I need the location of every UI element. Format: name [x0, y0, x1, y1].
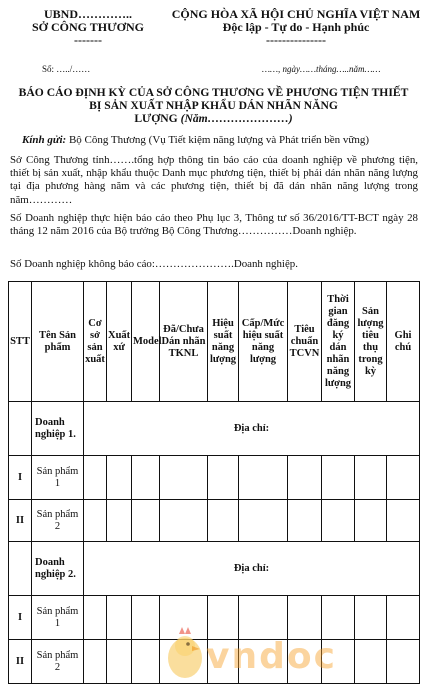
title-line-3-wrap: [10, 112, 417, 125]
cell: [239, 500, 288, 542]
cell: [387, 596, 420, 640]
cell: [322, 500, 355, 542]
cell: [322, 596, 355, 640]
agency-divider: -------: [74, 33, 102, 47]
row-product: Sản phẩm 1: [32, 596, 84, 640]
cell: [208, 456, 239, 500]
cell: [84, 456, 107, 500]
rooster-mascot-icon: [162, 624, 208, 684]
table-row: [9, 500, 420, 542]
national-title: CỘNG HÒA XÃ HỘI CHỦ NGHĨA VIỆT NAM: [171, 7, 421, 21]
national-divider: ---------------: [266, 33, 326, 47]
row-stt: II: [9, 500, 32, 542]
paragraph-nonreporting-count: Số Doanh nghiệp không báo cáo:………………….Doanh nghiệp.: [10, 258, 298, 270]
group-row: [9, 542, 420, 596]
cell: [132, 500, 160, 542]
group-address: Địa chỉ:: [84, 542, 420, 596]
national-motto: Độc lập - Tự do - Hạnh phúc: [222, 20, 370, 34]
group-empty-cell: [9, 542, 32, 596]
header-efficiency: Hiệu suất năng lượng: [208, 282, 239, 402]
cell: [132, 596, 160, 640]
title-line-1: BÁO CÁO ĐỊNH KỲ CỦA SỞ CÔNG THƯƠNG VỀ PHƯƠNG TIỆN THIẾT: [18, 86, 409, 99]
header-notes: Ghi chú: [387, 282, 420, 402]
group-address: Địa chỉ:: [84, 402, 420, 456]
header-origin: Xuất xứ: [107, 282, 132, 402]
cell: [208, 596, 239, 640]
vndoc-watermark-logo: vndoc: [206, 636, 337, 677]
cell: [160, 456, 208, 500]
cell: [84, 596, 107, 640]
cell: [132, 456, 160, 500]
group-row: [9, 402, 420, 456]
header-standard: Tiêu chuẩn TCVN: [288, 282, 322, 402]
row-stt: II: [9, 640, 32, 684]
cell: [288, 456, 322, 500]
row-product: Sản phẩm 1: [32, 456, 84, 500]
table-header-row: [9, 282, 420, 402]
title-line-2: BỊ SẢN XUẤT NHẬP KHẨU DÁN NHÃN NĂNG: [89, 99, 338, 112]
cell: [288, 500, 322, 542]
cell: [107, 640, 132, 684]
report-table: [8, 281, 420, 684]
cell: [107, 456, 132, 500]
cell: [239, 456, 288, 500]
group-empty-cell: [9, 402, 32, 456]
recipient-line: [10, 134, 427, 146]
cell: [387, 456, 420, 500]
agency-header: [8, 8, 168, 47]
cell: [387, 500, 420, 542]
cell: [132, 640, 160, 684]
cell: [84, 640, 107, 684]
table-row: [9, 456, 420, 500]
group-name: Doanh nghiệp 2.: [32, 542, 84, 596]
agency-ubnd: UBND…………..: [43, 7, 132, 21]
header-facility: Cơ sở sản xuất: [84, 282, 107, 402]
paragraph-reporting-count: Số Doanh nghiệp thực hiện báo cáo theo Phụ lục 3, Thông tư số 36/2016/TT-BCT ngày 28 tháng 12 năm 2016 của Bộ trưởng Bộ Công Thương……………Doanh nghiệp.: [10, 212, 418, 238]
cell: [355, 596, 387, 640]
row-product: Sản phẩm 2: [32, 500, 84, 542]
header-efficiency-level: Cấp/Mức hiệu suất năng lượng: [239, 282, 288, 402]
cell: [355, 640, 387, 684]
cell: [322, 456, 355, 500]
cell: [355, 456, 387, 500]
header-sales-volume: Sản lượng tiêu thụ trong kỳ: [355, 282, 387, 402]
title-line-3: LƯỢNG: [134, 112, 178, 125]
cell: [107, 500, 132, 542]
table-row: [9, 596, 420, 640]
paragraph-summary: Sở Công Thương tỉnh…….tổng hợp thông tin báo cáo của doanh nghiệp về phương tiện, thiết bị sản xuất, nhập khẩu thuộc Danh mục phương tiện, thiết bị phải dán nhãn năng lượng tại địa phương hàng năm và các phương tiện, thiết bị đã dán nhãn năng lượng trong năm…………: [10, 154, 418, 206]
title-year: (Năm…………………): [180, 112, 293, 125]
cell: [355, 500, 387, 542]
group-name: Doanh nghiệp 1.: [32, 402, 84, 456]
header-labeled: Đã/Chưa Dán nhãn TKNL: [160, 282, 208, 402]
agency-name: SỞ CÔNG THƯƠNG: [31, 20, 144, 34]
row-stt: I: [9, 456, 32, 500]
cell: [239, 596, 288, 640]
cell: [208, 500, 239, 542]
document-number: Số: …../……: [42, 64, 91, 74]
cell: [84, 500, 107, 542]
cell: [288, 596, 322, 640]
cell: [387, 640, 420, 684]
header-model: Model: [132, 282, 160, 402]
header-registration-time: Thời gian đăng ký dán nhãn năng lượng: [322, 282, 355, 402]
document-date: ……, ngày……tháng…..năm……: [262, 64, 381, 74]
row-product: Sản phẩm 2: [32, 640, 84, 684]
cell: [160, 500, 208, 542]
recipient-label: Kính gửi:: [22, 134, 67, 146]
header-product: Tên Sản phẩm: [32, 282, 84, 402]
report-title: [10, 86, 417, 125]
header-stt: STT: [9, 282, 32, 402]
cell: [107, 596, 132, 640]
recipient-text: Bộ Công Thương (Vụ Tiết kiệm năng lượng và Phát triển bền vững): [68, 134, 369, 146]
national-header: [168, 8, 424, 47]
row-stt: I: [9, 596, 32, 640]
